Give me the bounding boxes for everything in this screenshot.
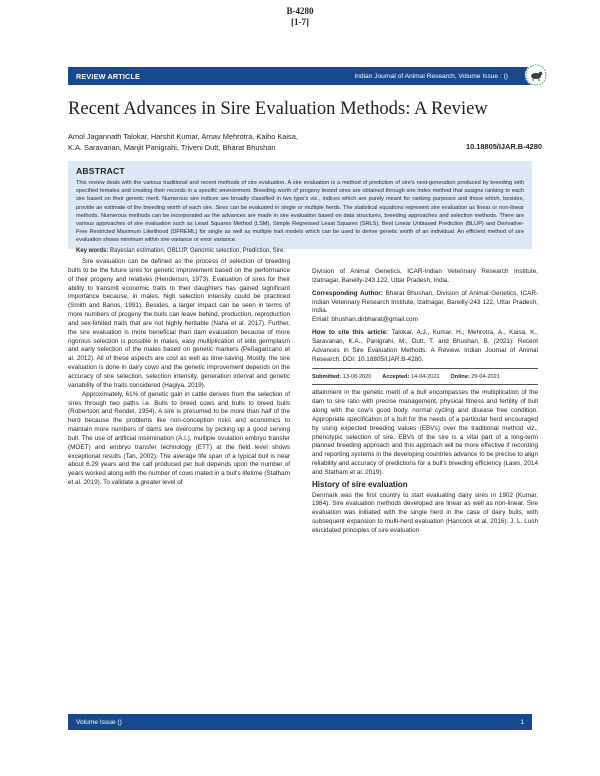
divider [312,384,538,385]
online-date: 29-04-2021 [471,374,500,381]
footer-volume: Volume Issue () [76,718,122,726]
author-list [68,131,458,153]
abstract-text: This review deals with the various traditional and recent methods of sire evaluation. A sire evaluation is a method of prediction of sire's next-generation produced by breeding with specified females and creating their records in a specific environment. Breeding worth of progeny tested sires are obtained through sire index method that assigns ranking to each sire based on their genetic merit. Numerous sire indices are broadly classified in two type's viz., indices which are purely meant for ranking purposes and those which, besides, provide an estimate of the breeding worth of each sire. Sires can be evaluated in single or multiple herds. The statistical equations represent sire evaluation as linear or non-linear methods. Numerous methods can be incorporated as the advances are made in sire evaluation based on data structures, breeding approaches and selection methods. There are various approaches of sire evaluation such as Least Squares Method (LSM), Simple Regressed Least Squares (SRLS), Best Linear Unbiased Prediction (BLUP) and Derivative-Free Restricted Maximum Likelihood (DFREML) for single as well as multiple trait models which can be used to derive genetic worth of an individual. An efficient method of sire evaluation shows minimum within sire variance or error variance. [76,180,524,244]
corresponding-author [312,290,538,325]
corresponding-text: Bharat Bhushan, Division of Animal Genetics, ICAR-Indian Veterinary Research Institute, Izatnagar, Bareilly-243 122, Uttar Pradesh, India. [312,289,539,315]
article-title: Recent Advances in Sire Evaluation Methods: A Review [68,98,488,119]
keywords [76,248,524,254]
divider [312,368,538,369]
article-dates [312,373,538,382]
affiliation-block [312,268,538,364]
affiliation: Division of Animal Genetics, ICAR-Indian Veterinary Research Institute, Izatnagar, Bareilly-243 122, Uttar Pradesh, India. [312,268,538,284]
online-label: Online: [450,374,470,381]
doi: 10.18805/IJAR.B-4280 [465,142,542,151]
accepted-label: Accepted: [382,374,410,381]
page-range: [1-7] [291,17,309,27]
email: Email: bhushan.dirbharat@gmail.com [312,316,418,324]
article-type: REVIEW ARTICLE [76,71,141,81]
left-column [68,258,290,488]
body-paragraph-1: attainment in the genetic merit of a bull encompasses the multiplication of the dam to sire ratio with precise management, physical fitness and fertility of bull along with the cow's good body, normal cycling and disease free condition. Appropriate specification of a bull for the needs of a particular herd encouraged by using expected breeding values (EBVs) over the traditional method viz., phenotypic selection of sire. EBVs of the sire is a vital part of a long-term planned breeding approach and this approach will be more effective if recording and reporting systems in the developing countries advance to be precise to align reliability and accuracy of predictions for a bull's breeding efficiency (Laws, 2014 and Statham et al. 2019). [312,389,538,476]
keywords-text: Bayesian estimation, GBLUP, Genomic selection, Prediction, Sire. [110,247,285,254]
citation-label: How to cite this article: [312,329,389,337]
section-heading: History of sire evaluation [312,479,408,489]
intro-paragraph-1: Sire evaluation can be defined as the process of selection of breeding bulls to be the future sires for genetic improvement based on the performance of their progeny and relatives (Henderson, 1973). Evaluation of sires for their ability to transmit economic traits to their daughters has gained significant importance because, in males, high selection intensity could be practiced (Smith and Banos, 1991). Besides, a larger impact can be seen in terms of more numbers of progeny the bulls can leave behind, production, reproduction and sex-limited traits that are not highly heritable (Naha et al. 2017). Further, the sire evaluation is more beneficial than dam evaluation because of more rigorous selection is possible in males, easy multiplication of elite germplasm and early selection of the males based on genetic markers (Peñagaricano et al. 2012). All of these aspects are cost as well as time-saving. Mostly, the sire evaluation is done in dairy cows and the genetic improvement depends on the accuracy of sire selection, selection intensity, generation interval and genetic variability of the traits considered (Hagiya, 2019). [68,258,290,389]
keywords-label: Key words: [76,247,109,254]
journal-citation: Indian Journal of Animal Research, Volume Issue : () [354,72,508,80]
authors-line-2: K.A. Saravanan, Manjit Panigrahi, Triveni Dutt, Bharat Bhushan [68,143,276,152]
intro-paragraph-2: Approximately, 61% of genetic gain in cattle derives from the selection of sires through two paths i.e. Bulls to breed cows and bulls to breed bulls (Robertson and Rendel, 1954). A sire is presumed to be more than half of the herd because the problems like non-conception risks and economics to maintain more numbers of dams are overcome by picking up a good serving bull. The use of artificial insemination (A.I.), multiple ovulation embryo transfer (MOET) and embryo transfer technology (ETT) at the field level shows exceptional results (Tan, 2002). The average life span of a typical bull is near about 6.29 years and the calf produced per bull depends upon the number of years worked along with the number of cows mated in a bull's lifetime (Statham et al. 2019). To validate a greater level of [68,390,290,487]
body-paragraph-2: Denmark was the first country to start evaluating dairy sires in 1902 (Kumar, 1984). Sire evaluation methods developed are linear as well as non-linear. Sire evaluation was initiated with the single herd in the case of dairy bulls, with subsequent expansion to multi-herd evaluation (Hancock et al. 2016). J. L. Lush elucidated principles of sire evaluation [312,491,538,534]
article-code [0,6,600,28]
corresponding-label: Corresponding Author: [312,289,383,297]
right-column [312,268,538,536]
abstract-heading: ABSTRACT [76,166,125,176]
citation [312,329,538,364]
submitted-label: Submitted: [312,374,342,381]
page-footer [68,714,532,730]
article-id: B-4280 [286,6,314,16]
submitted-date: 13-08-2020 [342,374,372,381]
accepted-date: 14-04-2021 [410,374,440,381]
page-number: 1 [520,718,524,726]
authors-line-1: Amol Jagannath Talokar, Harshit Kumar, Arnav Mehrotra, Kaiho Kaisa, [68,132,298,141]
citation-text: Talokar, A.J., Kumar, H., Mehrotra, A., Kaisa, K., Saravanan, K.A., Panigrahi, M., Dutt, T. and Bhushan, B. (2021). Recent Advances in Sire Evaluation Methods: A Review. Indian Journal of Animal Research. DOI: 10.18805/IJAR.B-4280. [312,329,538,363]
abstract-box [68,161,532,254]
journal-banner [68,67,532,85]
journal-logo-icon [525,64,547,86]
